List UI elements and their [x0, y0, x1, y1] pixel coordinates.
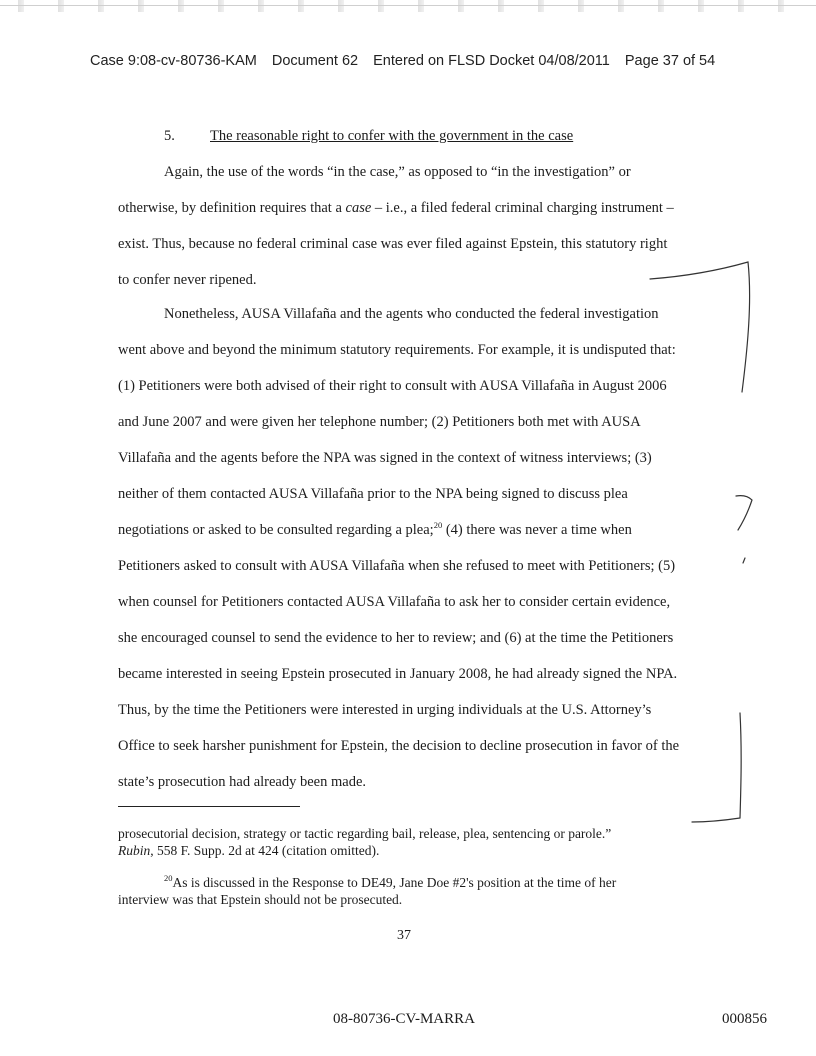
section-title: The reasonable right to confer with the government in the case: [210, 128, 574, 144]
margin-bracket-top: [650, 262, 750, 392]
paragraph-line: became interested in seeing Epstein prosecuted in January 2008, he had already signed the NPA.: [118, 666, 678, 682]
paragraph-line: Office to seek harsher punishment for Epstein, the decision to decline prosecution in favor of the: [118, 738, 680, 754]
paragraph-line: exist. Thus, because no federal criminal case was ever filed against Epstein, this statutory right: [118, 236, 668, 252]
paragraph-line: Villafaña and the agents before the NPA was signed in the context of witness interviews; (3): [118, 450, 652, 466]
line-text: – i.e., a filed federal criminal charging instrument –: [371, 200, 674, 216]
section-number: 5.: [164, 128, 175, 144]
header-entered: Entered on FLSD Docket 04/08/2011: [373, 53, 610, 69]
line-text: otherwise, by definition requires that a: [118, 200, 346, 216]
page-number: 37: [397, 928, 411, 943]
margin-bracket-bottom: [692, 713, 741, 822]
margin-mark-tick: [743, 558, 745, 563]
paragraph-line: Again, the use of the words “in the case,” as opposed to “in the investigation” or: [164, 164, 631, 180]
header-document: Document 62: [271, 53, 359, 69]
paragraph-line: state’s prosecution had already been made.: [118, 774, 367, 790]
paragraph-line: Petitioners asked to consult with AUSA Villafaña when she refused to meet with Petitioners; (5): [118, 558, 676, 574]
header-page: Page 37 of 54: [624, 53, 716, 69]
paragraph-line: Thus, by the time the Petitioners were interested in urging individuals at the U.S. Attorney’s: [118, 702, 652, 718]
paragraph-line: to confer never ripened.: [118, 272, 257, 288]
footnote-text: As is discussed in the Response to DE49, Jane Doe #2's position at the time of her: [172, 875, 617, 890]
footnote-ref-20: 20: [433, 520, 443, 530]
line-text: negotiations or asked to be consulted regarding a plea;: [118, 522, 434, 538]
paragraph-line: she encouraged counsel to send the evidence to her to review; and (6) at the time the Petitioners: [118, 630, 674, 646]
paragraph-line: Nonetheless, AUSA Villafaña and the agents who conducted the federal investigation: [164, 306, 659, 322]
margin-mark-seven: [736, 496, 752, 530]
citation-rubin: Rubin: [118, 842, 151, 858]
paragraph-line: neither of them contacted AUSA Villafaña prior to the NPA being signed to discuss plea: [118, 486, 628, 502]
paragraph-line: and June 2007 and were given her telephone number; (2) Petitioners both met with AUSA: [118, 414, 641, 430]
footnote-line: interview was that Epstein should not be prosecuted.: [118, 891, 403, 907]
bates-case-label: 08-80736-CV-MARRA: [333, 1011, 475, 1027]
bates-number: 000856: [722, 1011, 767, 1027]
footnote-marker: 20: [164, 873, 173, 883]
footnote-line: prosecutorial decision, strategy or tactic regarding bail, release, plea, sentencing or parole.”: [118, 826, 612, 841]
paragraph-line: when counsel for Petitioners contacted AUSA Villafaña to ask her to consider certain evidence,: [118, 594, 671, 610]
paragraph-line: (1) Petitioners were both advised of their right to consult with AUSA Villafaña in August 2006: [118, 378, 667, 394]
header-case-number: Case 9:08-cv-80736-KAM: [90, 53, 257, 69]
paragraph-line: went above and beyond the minimum statutory requirements. For example, it is undisputed that:: [118, 342, 676, 358]
line-text: (4) there was never a time when: [442, 522, 632, 538]
italic-case: case: [345, 200, 372, 216]
citation-text: , 558 F. Supp. 2d at 424 (citation omitted).: [150, 842, 380, 858]
